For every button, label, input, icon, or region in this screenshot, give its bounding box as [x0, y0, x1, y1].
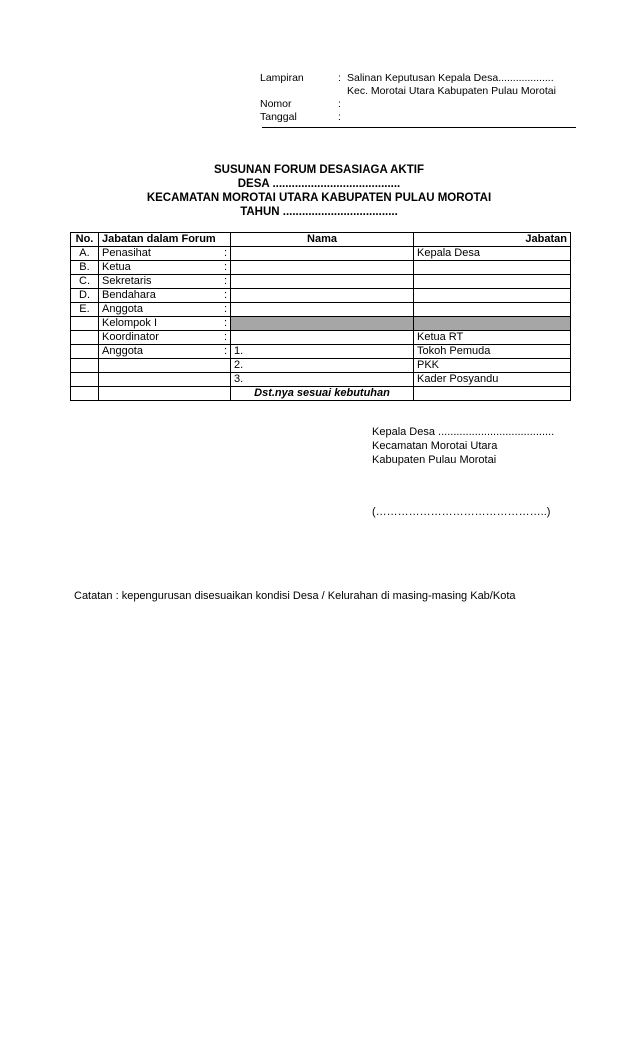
table-row — [71, 247, 571, 261]
row-forum-label: Bendahara — [102, 289, 156, 301]
row-jabatan: Kader Posyandu — [414, 373, 571, 387]
table-row — [71, 261, 571, 275]
header-jabatan: Jabatan — [414, 233, 571, 247]
row-forum-label: Anggota — [102, 303, 143, 315]
row-nama — [231, 261, 414, 275]
row-colon: : — [223, 303, 227, 315]
row-no: A. — [71, 247, 99, 261]
signature-line2: Kecamatan Morotai Utara — [372, 440, 498, 452]
row-forum-label: Anggota — [102, 345, 143, 357]
table-footer-row — [71, 387, 571, 401]
row-colon: : — [223, 331, 227, 343]
forum-structure-table — [70, 232, 571, 401]
row-forum — [99, 373, 231, 387]
row-forum — [99, 345, 231, 359]
title-line4: TAHUN .................................... — [240, 206, 398, 218]
row-nama — [231, 303, 414, 317]
catatan-note: Catatan : kepengurusan disesuaikan kondisi Desa / Kelurahan di masing-masing Kab/Kota — [74, 590, 516, 602]
header-divider — [262, 127, 576, 128]
title-line3: KECAMATAN MOROTAI UTARA KABUPATEN PULAU MOROTAI — [146, 192, 492, 204]
footer-note: Dst.nya sesuai kebutuhan — [231, 387, 414, 401]
table-row — [71, 373, 571, 387]
row-nama: 2. — [231, 359, 414, 373]
table-header-row — [71, 233, 571, 247]
row-colon: : — [223, 247, 227, 259]
row-forum — [99, 289, 231, 303]
row-forum-label: Ketua — [102, 261, 131, 273]
row-jabatan-shaded — [414, 317, 571, 331]
row-no — [71, 317, 99, 331]
header-jabatan-forum: Jabatan dalam Forum — [99, 233, 231, 247]
row-jabatan — [414, 289, 571, 303]
row-colon: : — [223, 317, 227, 329]
row-nama — [231, 247, 414, 261]
lampiran-value-line1: Salinan Keputusan Kepala Desa................... — [347, 72, 554, 84]
footer-no-empty — [71, 387, 99, 401]
footer-jabatan-empty — [414, 387, 571, 401]
row-jabatan: Kepala Desa — [414, 247, 571, 261]
row-forum — [99, 247, 231, 261]
row-forum-label: Koordinator — [102, 331, 159, 343]
signature-line1: Kepala Desa ...................................... — [372, 426, 555, 438]
table-row — [71, 345, 571, 359]
row-forum-label: Sekretaris — [102, 275, 152, 287]
row-nama — [231, 289, 414, 303]
title-line2: DESA ........................................ — [237, 178, 401, 190]
row-no — [71, 373, 99, 387]
signature-line3: Kabupaten Pulau Morotai — [372, 454, 497, 466]
table-row — [71, 331, 571, 345]
table-row — [71, 359, 571, 373]
table-row — [71, 303, 571, 317]
signature-name-placeholder: (………………………………………..) — [372, 506, 551, 518]
row-nama: 1. — [231, 345, 414, 359]
table-row — [71, 275, 571, 289]
tanggal-label: Tanggal — [260, 111, 297, 123]
row-nama — [231, 275, 414, 289]
row-jabatan: PKK — [414, 359, 571, 373]
row-no — [71, 345, 99, 359]
row-forum-label: Kelompok I — [102, 317, 158, 329]
lampiran-label: Lampiran — [260, 72, 304, 84]
row-no — [71, 359, 99, 373]
row-forum — [99, 303, 231, 317]
nomor-colon: : — [338, 98, 341, 110]
row-jabatan — [414, 303, 571, 317]
footer-forum-empty — [99, 387, 231, 401]
row-colon: : — [223, 261, 227, 273]
row-colon: : — [223, 275, 227, 287]
row-nama — [231, 331, 414, 345]
row-forum — [99, 261, 231, 275]
row-no — [71, 331, 99, 345]
table-row — [71, 289, 571, 303]
row-forum — [99, 359, 231, 373]
row-colon: : — [223, 289, 227, 301]
row-no: B. — [71, 261, 99, 275]
row-no: E. — [71, 303, 99, 317]
row-colon: : — [223, 345, 227, 357]
row-jabatan: Ketua RT — [414, 331, 571, 345]
row-forum — [99, 275, 231, 289]
table-row — [71, 317, 571, 331]
tanggal-colon: : — [338, 111, 341, 123]
row-no: D. — [71, 289, 99, 303]
row-nama: 3. — [231, 373, 414, 387]
row-forum-label: Penasihat — [102, 247, 151, 259]
row-forum — [99, 331, 231, 345]
row-nama-shaded — [231, 317, 414, 331]
row-no: C. — [71, 275, 99, 289]
lampiran-colon: : — [338, 72, 341, 84]
header-nama: Nama — [231, 233, 414, 247]
row-jabatan — [414, 275, 571, 289]
row-jabatan — [414, 261, 571, 275]
nomor-label: Nomor — [260, 98, 292, 110]
title-line1: SUSUNAN FORUM DESASIAGA AKTIF — [214, 164, 424, 176]
row-jabatan: Tokoh Pemuda — [414, 345, 571, 359]
row-forum — [99, 317, 231, 331]
lampiran-value-line2: Kec. Morotai Utara Kabupaten Pulau Morotai — [347, 85, 556, 97]
header-no: No. — [71, 233, 99, 247]
